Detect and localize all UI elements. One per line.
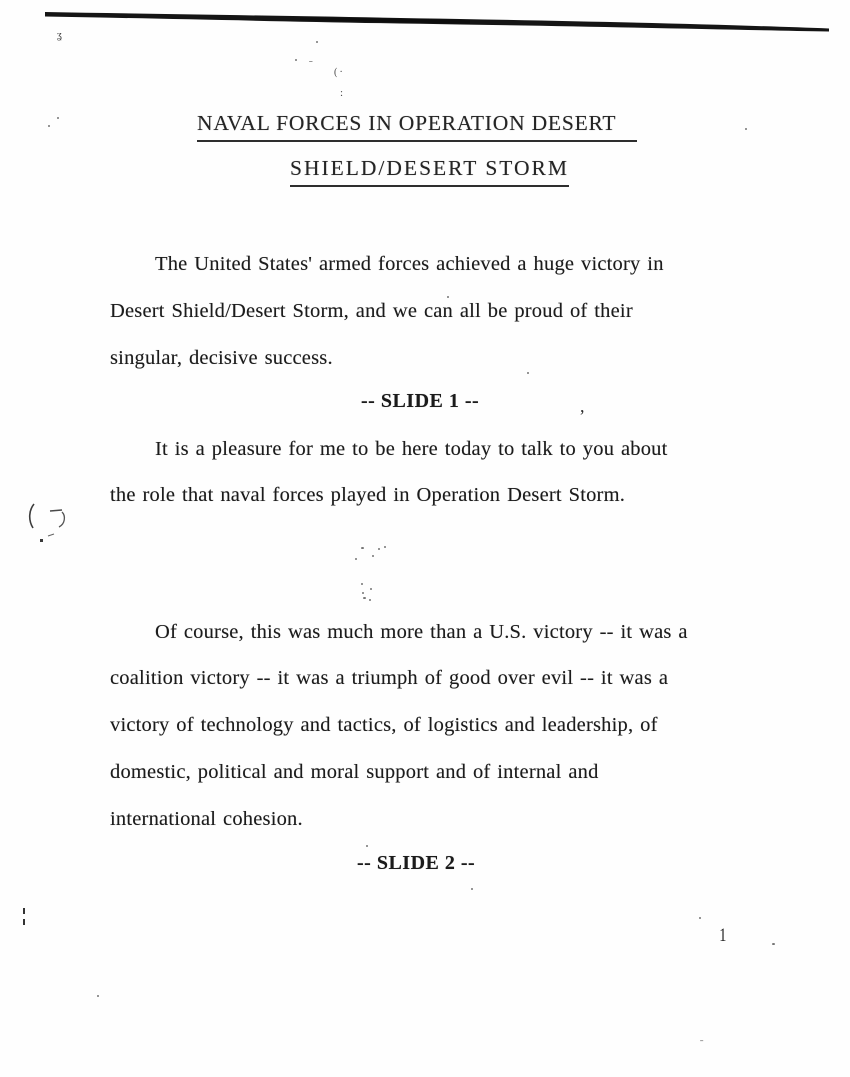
body-line: victory of technology and tactics, of logistics and leadership, of (110, 714, 658, 736)
scan-speck (366, 845, 368, 847)
scan-speck (97, 995, 99, 997)
body-line: singular, decisive success. (110, 347, 333, 369)
scan-speck (295, 59, 297, 61)
page-number: 1 (719, 925, 727, 946)
scan-speck (48, 125, 50, 127)
body-line: the role that naval forces played in Operation Desert Storm. (110, 484, 626, 506)
scan-speck (699, 917, 701, 919)
scan-speck (772, 943, 775, 945)
scan-artifact-dash (23, 908, 25, 925)
scan-speck (361, 583, 363, 585)
scan-speck: ( · (334, 67, 343, 78)
scan-speck: ˍ (309, 51, 313, 63)
scan-speck (372, 555, 374, 557)
body-line: Of course, this was much more than a U.S. victory -- it was a (155, 621, 688, 643)
scan-speck (745, 128, 747, 130)
scan-speck (384, 546, 386, 548)
scan-edge-line (0, 0, 850, 48)
scan-speck (447, 296, 449, 298)
scan-speck (316, 41, 318, 43)
body-line: Desert Shield/Desert Storm, and we can all be proud of their (110, 300, 633, 322)
scan-speck (369, 599, 371, 601)
scan-speck (361, 547, 364, 549)
scan-speck: : (340, 87, 344, 99)
body-line: domestic, political and moral support and of internal and (110, 761, 599, 783)
scan-speck (378, 548, 380, 550)
scan-artifact-margin-squiggle (20, 498, 80, 558)
scan-speck (527, 372, 529, 374)
scan-speck: ʓ (57, 29, 62, 41)
body-line: coalition victory -- it was a triumph of good over evil -- it was a (110, 667, 669, 689)
body-line: It is a pleasure for me to be here today to talk to you about (155, 438, 668, 460)
body-line: international cohesion. (110, 808, 303, 830)
scan-speck (471, 888, 473, 890)
scan-artifact-comma: , (580, 396, 585, 416)
slide-1-marker: -- SLIDE 1 -- (361, 390, 480, 412)
scan-speck (362, 592, 364, 594)
scan-speck (363, 597, 366, 599)
scan-speck (355, 558, 357, 560)
scan-speck (57, 117, 59, 119)
body-line: The United States' armed forces achieved a huge victory in (155, 253, 664, 275)
scan-speck (370, 588, 372, 590)
document-title-line1: NAVAL FORCES IN OPERATION DESERT (197, 113, 637, 142)
document-title-line2: SHIELD/DESERT STORM (290, 158, 569, 187)
slide-2-marker: -- SLIDE 2 -- (357, 852, 476, 874)
scan-speck: ˉ (700, 1039, 704, 1050)
